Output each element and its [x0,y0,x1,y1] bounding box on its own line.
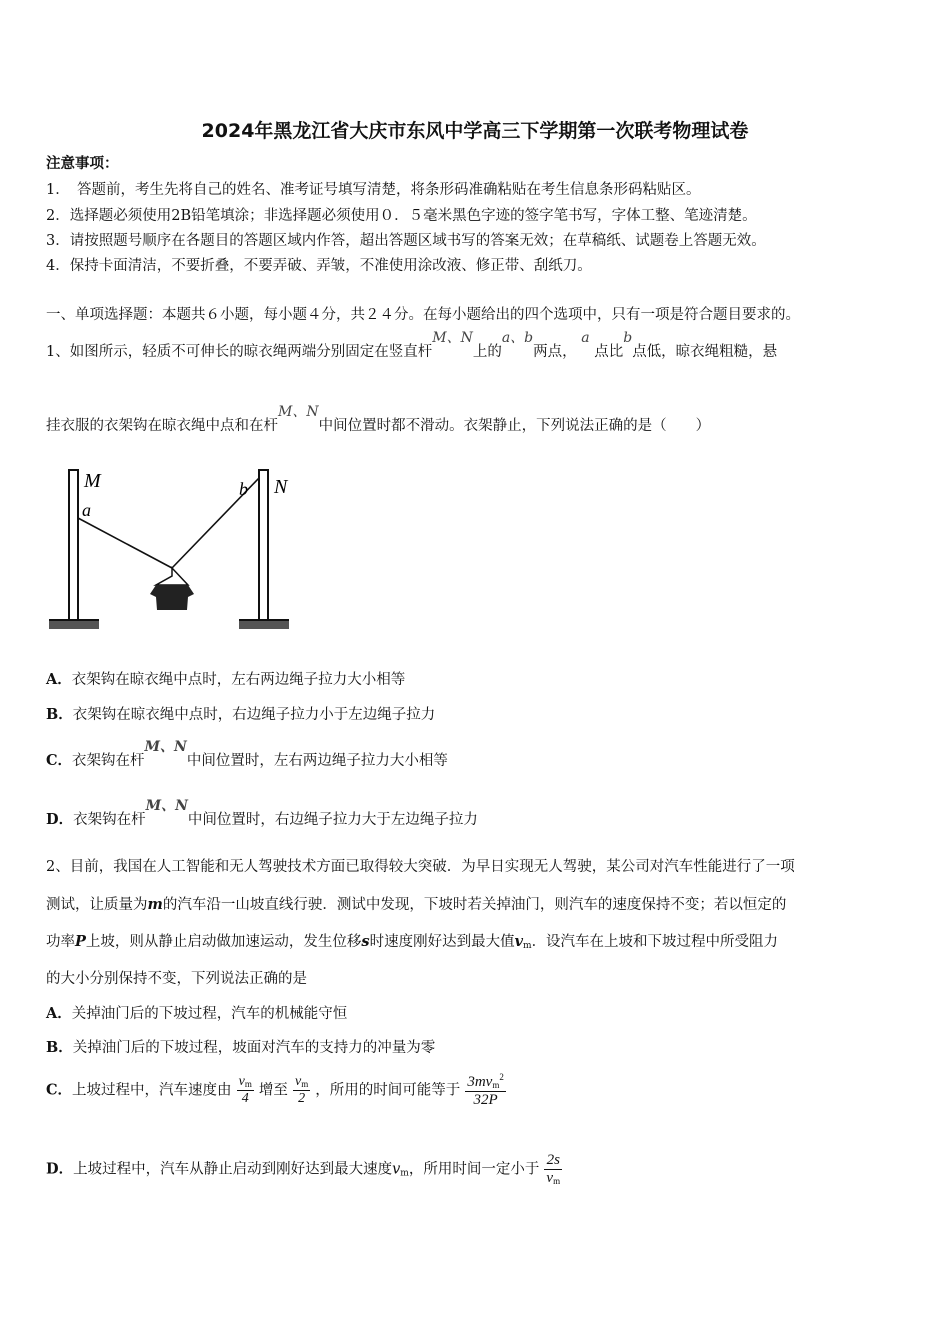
notice-item: 2．选择题必须使用2B铅笔填涂；非选择题必须使用０．５毫米黑色字迹的签字笔书写，字体工整、笔迹清楚。 [46,208,757,224]
var-ab: a、b [501,330,534,346]
q1-line-1: 1、如图所示，轻质不可伸长的晾衣绳两端分别固定在竖直杆M、N上的a、b两点， a 点比b点低，晾衣绳粗糙，悬 [46,330,778,360]
q1-option-c: C．衣架钩在杆M、N中间位置时，左右两边绳子拉力大小相等 [46,739,448,769]
var-mn: M、N [144,739,187,755]
q2-option-a: A．关掉油门后的下坡过程，汽车的机械能守恒 [46,1005,348,1022]
ground-right [239,620,289,629]
q2-line-2: 测试，让质量为m的汽车沿一山坡直线行驶．测试中发现，下坡时若关掉油门，则汽车的速度保持不变；若以恒定的 [46,896,787,913]
var-mn: M、N [432,330,473,346]
var-mn: M、N [278,404,319,420]
pole-n [259,470,268,620]
notice-item: 3．请按照题号顺序在各题目的答题区域内作答，超出答题区域书写的答案无效；在草稿纸、试题卷上答题无效。 [46,233,766,249]
q1-option-b: B．衣架钩在晾衣绳中点时，右边绳子拉力小于左边绳子拉力 [46,706,436,723]
q2-line-1: 2、目前，我国在人工智能和无人驾驶技术方面已取得较大突破．为早日实现无人驾驶，某公司对汽车性能进行了一项 [46,859,795,875]
label-n: N [274,476,288,498]
clothesline-figure [44,460,304,645]
pole-m [69,470,78,620]
notice-heading: 注意事项： [46,155,119,172]
page-title: 2024年黑龙江省大庆市东风中学高三下学期第一次联考物理试卷 [201,120,749,142]
fraction-vm-over-2: $\frac{v_m}{2}$ [294,1074,309,1106]
q1-option-d: D．衣架钩在杆M、N中间位置时，右边绳子拉力大于左边绳子拉力 [46,798,478,828]
hanger [156,568,188,585]
section-heading: 一、单项选择题：本题共６小题，每小题４分，共２４分。在每小题给出的四个选项中，只有一项是符合题目要求的。 [46,307,800,323]
q2-option-d: D．上坡过程中，汽车从静止启动到刚好达到最大速度$v_m$，所用时间一定小于 $\frac{2s}{v_m}$ [46,1152,561,1186]
q2-line-4: 的大小分别保持不变，下列说法正确的是 [46,971,307,987]
fraction-2s-over-vm: $\frac{2s}{v_m}$ [546,1152,561,1186]
q2-option-b: B．关掉油门后的下坡过程，坡面对汽车的支持力的冲量为零 [46,1039,436,1056]
label-b: b [239,479,248,499]
ground-left [49,620,99,629]
fraction-3mvm2-over-32P: $\frac{3mv_m^2}{32P}$ [467,1072,504,1108]
label-m: M [84,470,101,492]
notice-item: 4．保持卡面清洁，不要折叠，不要弄破、弄皱，不准使用涂改液、修正带、刮纸刀。 [46,258,592,274]
q2-option-c: C．上坡过程中，汽车速度由 $\frac{v_m}{4}$ 增至 $\frac{v_m}{2}$ ，所用的时间可能等于 $\frac{3mv_m^2}{32P}$ [46,1072,504,1108]
var-mn: M、N [145,798,188,814]
var-a: a [581,330,590,346]
fraction-vm-over-4: $\frac{v_m}{4}$ [238,1074,252,1106]
var-b: b [623,330,633,346]
q1-option-a: A．衣架钩在晾衣绳中点时，左右两边绳子拉力大小相等 [46,671,406,688]
q2-line-3: 功率P上坡，则从静止启动做加速运动，发生位移s时速度刚好达到最大值$v_m$．设汽车在上坡和下坡过程中所受阻力 [46,933,779,951]
rope-left [78,518,172,568]
shirt-icon [150,585,194,610]
notice-item: 1． 答题前，考生先将自己的姓名、准考证号填写清楚，将条形码准确粘贴在考生信息条形码粘贴区。 [46,182,701,198]
label-a: a [82,500,91,520]
q1-line-2: 挂衣服的衣架钩在晾衣绳中点和在杆M、N中间位置时都不滑动。衣架静止，下列说法正确的是（ ） [46,404,711,434]
